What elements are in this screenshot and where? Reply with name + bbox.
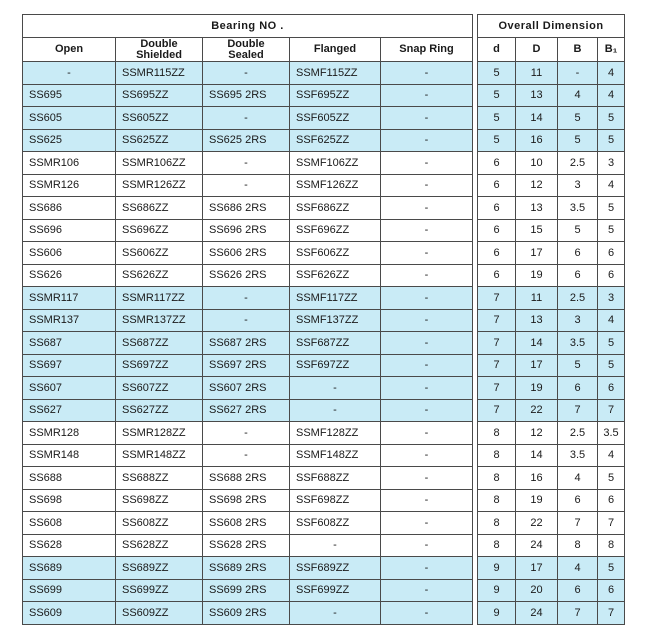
cell-B: 4 [558, 557, 598, 580]
cell-D: 17 [516, 354, 558, 377]
cell-D: 19 [516, 264, 558, 287]
cell-open: SS698 [23, 489, 116, 512]
cell-B1: 4 [598, 84, 625, 107]
cell-double-shielded: SSMR128ZZ [116, 422, 203, 445]
cell-double-sealed: - [203, 309, 290, 332]
cell-D: 19 [516, 489, 558, 512]
cell-B1: 5 [598, 197, 625, 220]
cell-double-shielded: SS628ZZ [116, 534, 203, 557]
cell-snap-ring: - [381, 219, 473, 242]
cell-B1: 5 [598, 467, 625, 490]
cell-flanged: SSF698ZZ [290, 489, 381, 512]
cell-double-shielded: SSMR115ZZ [116, 62, 203, 85]
table-row [23, 534, 625, 557]
cell-open: SS625 [23, 129, 116, 152]
cell-B: 3 [558, 309, 598, 332]
cell-double-shielded: SSMR137ZZ [116, 309, 203, 332]
table-row [23, 489, 625, 512]
cell-d: 6 [478, 174, 516, 197]
cell-D: 11 [516, 62, 558, 85]
cell-double-sealed: SS627 2RS [203, 399, 290, 422]
cell-snap-ring: - [381, 602, 473, 625]
cell-d: 8 [478, 444, 516, 467]
bearing-table [22, 14, 625, 625]
cell-snap-ring: - [381, 264, 473, 287]
col-double-sealed-header: Double Sealed [203, 38, 290, 62]
cell-double-sealed: SS628 2RS [203, 534, 290, 557]
col-D-header: D [516, 38, 558, 62]
cell-D: 10 [516, 152, 558, 175]
cell-flanged: - [290, 602, 381, 625]
cell-D: 13 [516, 84, 558, 107]
table-row [23, 512, 625, 535]
table-row [23, 354, 625, 377]
cell-open: SS688 [23, 467, 116, 490]
cell-double-sealed: - [203, 422, 290, 445]
cell-double-shielded: SS699ZZ [116, 579, 203, 602]
table-row [23, 129, 625, 152]
table-row [23, 174, 625, 197]
cell-B1: 6 [598, 377, 625, 400]
cell-open: SS689 [23, 557, 116, 580]
cell-D: 15 [516, 219, 558, 242]
cell-B: 5 [558, 107, 598, 130]
cell-B: - [558, 62, 598, 85]
cell-snap-ring: - [381, 107, 473, 130]
cell-snap-ring: - [381, 129, 473, 152]
cell-open: SSMR117 [23, 287, 116, 310]
table-row [23, 107, 625, 130]
table-row [23, 219, 625, 242]
cell-B: 2.5 [558, 422, 598, 445]
cell-B1: 5 [598, 354, 625, 377]
table-row [23, 84, 625, 107]
cell-D: 24 [516, 602, 558, 625]
cell-flanged: SSF696ZZ [290, 219, 381, 242]
cell-double-sealed: - [203, 152, 290, 175]
cell-double-sealed: SS696 2RS [203, 219, 290, 242]
table-row [23, 309, 625, 332]
cell-open: SS606 [23, 242, 116, 265]
cell-D: 24 [516, 534, 558, 557]
cell-snap-ring: - [381, 579, 473, 602]
cell-B1: 7 [598, 512, 625, 535]
cell-open: - [23, 62, 116, 85]
cell-snap-ring: - [381, 287, 473, 310]
cell-open: SSMR148 [23, 444, 116, 467]
cell-B: 3 [558, 174, 598, 197]
cell-double-shielded: SSMR117ZZ [116, 287, 203, 310]
cell-D: 19 [516, 377, 558, 400]
cell-D: 16 [516, 129, 558, 152]
cell-d: 8 [478, 467, 516, 490]
cell-B1: 4 [598, 62, 625, 85]
cell-double-sealed: SS626 2RS [203, 264, 290, 287]
cell-open: SS605 [23, 107, 116, 130]
cell-flanged: SSF697ZZ [290, 354, 381, 377]
cell-double-sealed: SS697 2RS [203, 354, 290, 377]
cell-open: SSMR128 [23, 422, 116, 445]
cell-double-shielded: SSMR148ZZ [116, 444, 203, 467]
cell-B: 5 [558, 129, 598, 152]
cell-D: 13 [516, 197, 558, 220]
cell-D: 12 [516, 422, 558, 445]
cell-D: 22 [516, 512, 558, 535]
cell-d: 8 [478, 489, 516, 512]
cell-double-shielded: SS608ZZ [116, 512, 203, 535]
cell-snap-ring: - [381, 62, 473, 85]
cell-flanged: SSF699ZZ [290, 579, 381, 602]
cell-double-sealed: SS698 2RS [203, 489, 290, 512]
cell-D: 14 [516, 444, 558, 467]
cell-B: 6 [558, 264, 598, 287]
cell-d: 6 [478, 242, 516, 265]
table-row [23, 579, 625, 602]
cell-open: SSMR137 [23, 309, 116, 332]
cell-B: 7 [558, 512, 598, 535]
cell-double-shielded: SS688ZZ [116, 467, 203, 490]
cell-d: 5 [478, 62, 516, 85]
table-row [23, 62, 625, 85]
cell-d: 7 [478, 287, 516, 310]
column-header-row [23, 38, 625, 62]
cell-B1: 5 [598, 557, 625, 580]
cell-open: SS687 [23, 332, 116, 355]
cell-B: 2.5 [558, 152, 598, 175]
cell-D: 13 [516, 309, 558, 332]
cell-B1: 7 [598, 602, 625, 625]
cell-flanged: SSF605ZZ [290, 107, 381, 130]
cell-B: 6 [558, 242, 598, 265]
cell-double-shielded: SS627ZZ [116, 399, 203, 422]
cell-D: 20 [516, 579, 558, 602]
cell-d: 7 [478, 354, 516, 377]
cell-open: SS696 [23, 219, 116, 242]
cell-double-sealed: SS695 2RS [203, 84, 290, 107]
cell-double-sealed: SS625 2RS [203, 129, 290, 152]
cell-double-shielded: SSMR126ZZ [116, 174, 203, 197]
cell-double-shielded: SS687ZZ [116, 332, 203, 355]
cell-flanged: SSMF115ZZ [290, 62, 381, 85]
cell-B: 3.5 [558, 444, 598, 467]
cell-snap-ring: - [381, 152, 473, 175]
cell-double-shielded: SS626ZZ [116, 264, 203, 287]
cell-flanged: - [290, 399, 381, 422]
cell-B: 8 [558, 534, 598, 557]
cell-double-sealed: SS686 2RS [203, 197, 290, 220]
cell-D: 14 [516, 107, 558, 130]
cell-snap-ring: - [381, 377, 473, 400]
col-d-header: d [478, 38, 516, 62]
cell-double-sealed: SS699 2RS [203, 579, 290, 602]
cell-B: 6 [558, 579, 598, 602]
cell-double-sealed: SS606 2RS [203, 242, 290, 265]
cell-B: 4 [558, 84, 598, 107]
cell-open: SS627 [23, 399, 116, 422]
cell-open: SSMR106 [23, 152, 116, 175]
cell-flanged: SSF689ZZ [290, 557, 381, 580]
cell-d: 7 [478, 332, 516, 355]
cell-B1: 5 [598, 332, 625, 355]
col-snap-ring-header: Snap Ring [381, 38, 473, 62]
cell-flanged: SSMF106ZZ [290, 152, 381, 175]
cell-d: 9 [478, 557, 516, 580]
cell-B: 7 [558, 602, 598, 625]
cell-flanged: SSF687ZZ [290, 332, 381, 355]
table-row [23, 332, 625, 355]
cell-B1: 6 [598, 242, 625, 265]
cell-double-shielded: SSMR106ZZ [116, 152, 203, 175]
cell-open: SS608 [23, 512, 116, 535]
cell-snap-ring: - [381, 84, 473, 107]
cell-open: SS695 [23, 84, 116, 107]
cell-B1: 6 [598, 489, 625, 512]
cell-snap-ring: - [381, 309, 473, 332]
cell-snap-ring: - [381, 399, 473, 422]
cell-double-sealed: - [203, 444, 290, 467]
table-row [23, 242, 625, 265]
cell-d: 6 [478, 219, 516, 242]
cell-d: 8 [478, 512, 516, 535]
cell-B1: 5 [598, 129, 625, 152]
cell-double-shielded: SS625ZZ [116, 129, 203, 152]
bearing-table-container [22, 14, 625, 625]
cell-open: SS628 [23, 534, 116, 557]
cell-snap-ring: - [381, 512, 473, 535]
cell-snap-ring: - [381, 354, 473, 377]
cell-double-sealed: SS608 2RS [203, 512, 290, 535]
cell-double-shielded: SS698ZZ [116, 489, 203, 512]
cell-flanged: SSF608ZZ [290, 512, 381, 535]
cell-D: 16 [516, 467, 558, 490]
cell-B1: 6 [598, 579, 625, 602]
cell-open: SS699 [23, 579, 116, 602]
table-row [23, 377, 625, 400]
table-row [23, 557, 625, 580]
cell-B1: 3.5 [598, 422, 625, 445]
cell-double-sealed: - [203, 174, 290, 197]
cell-B1: 5 [598, 219, 625, 242]
cell-B: 6 [558, 377, 598, 400]
cell-D: 12 [516, 174, 558, 197]
cell-snap-ring: - [381, 489, 473, 512]
table-row [23, 264, 625, 287]
cell-open: SS686 [23, 197, 116, 220]
col-B1-header: B₁ [598, 38, 625, 62]
col-B-header: B [558, 38, 598, 62]
cell-B1: 4 [598, 309, 625, 332]
cell-B: 5 [558, 354, 598, 377]
cell-B1: 8 [598, 534, 625, 557]
table-row [23, 467, 625, 490]
cell-flanged: SSF625ZZ [290, 129, 381, 152]
cell-D: 14 [516, 332, 558, 355]
cell-snap-ring: - [381, 197, 473, 220]
cell-D: 11 [516, 287, 558, 310]
cell-B1: 5 [598, 107, 625, 130]
cell-d: 8 [478, 422, 516, 445]
cell-double-shielded: SS696ZZ [116, 219, 203, 242]
col-open-header: Open [23, 38, 116, 62]
cell-B1: 3 [598, 152, 625, 175]
cell-double-sealed: SS687 2RS [203, 332, 290, 355]
cell-double-shielded: SS689ZZ [116, 557, 203, 580]
cell-B: 4 [558, 467, 598, 490]
cell-B: 7 [558, 399, 598, 422]
cell-snap-ring: - [381, 534, 473, 557]
col-double-shielded-header: Double Shielded [116, 38, 203, 62]
cell-d: 5 [478, 129, 516, 152]
cell-flanged: SSMF137ZZ [290, 309, 381, 332]
cell-double-sealed: - [203, 107, 290, 130]
cell-d: 9 [478, 579, 516, 602]
cell-d: 6 [478, 152, 516, 175]
table-row [23, 602, 625, 625]
cell-flanged: SSMF126ZZ [290, 174, 381, 197]
table-row [23, 152, 625, 175]
cell-d: 6 [478, 264, 516, 287]
cell-double-sealed: SS607 2RS [203, 377, 290, 400]
cell-double-shielded: SS606ZZ [116, 242, 203, 265]
cell-d: 8 [478, 534, 516, 557]
cell-open: SSMR126 [23, 174, 116, 197]
cell-double-shielded: SS607ZZ [116, 377, 203, 400]
cell-double-shielded: SS605ZZ [116, 107, 203, 130]
cell-d: 7 [478, 377, 516, 400]
cell-double-shielded: SS697ZZ [116, 354, 203, 377]
cell-flanged: SSF686ZZ [290, 197, 381, 220]
cell-snap-ring: - [381, 242, 473, 265]
table-row [23, 422, 625, 445]
cell-double-sealed: SS609 2RS [203, 602, 290, 625]
cell-d: 7 [478, 309, 516, 332]
cell-B: 5 [558, 219, 598, 242]
cell-flanged: SSMF148ZZ [290, 444, 381, 467]
table-row [23, 287, 625, 310]
cell-flanged: SSMF128ZZ [290, 422, 381, 445]
cell-double-shielded: SS609ZZ [116, 602, 203, 625]
cell-double-shielded: SS686ZZ [116, 197, 203, 220]
overall-dimension-header: Overall Dimension [478, 15, 625, 38]
cell-double-sealed: SS689 2RS [203, 557, 290, 580]
bearing-no-header: Bearing NO . [23, 15, 473, 38]
cell-B1: 3 [598, 287, 625, 310]
cell-flanged: - [290, 534, 381, 557]
cell-flanged: - [290, 377, 381, 400]
cell-snap-ring: - [381, 467, 473, 490]
cell-flanged: SSMF117ZZ [290, 287, 381, 310]
cell-flanged: SSF688ZZ [290, 467, 381, 490]
cell-double-sealed: - [203, 62, 290, 85]
cell-D: 17 [516, 242, 558, 265]
cell-double-sealed: - [203, 287, 290, 310]
cell-double-shielded: SS695ZZ [116, 84, 203, 107]
table-row [23, 399, 625, 422]
cell-B: 2.5 [558, 287, 598, 310]
cell-B1: 6 [598, 264, 625, 287]
cell-snap-ring: - [381, 422, 473, 445]
cell-flanged: SSF695ZZ [290, 84, 381, 107]
cell-B1: 4 [598, 444, 625, 467]
cell-open: SS609 [23, 602, 116, 625]
cell-d: 7 [478, 399, 516, 422]
cell-flanged: SSF606ZZ [290, 242, 381, 265]
section-header-row [23, 15, 625, 38]
cell-snap-ring: - [381, 444, 473, 467]
cell-B: 6 [558, 489, 598, 512]
cell-d: 9 [478, 602, 516, 625]
table-body [23, 62, 625, 625]
cell-snap-ring: - [381, 557, 473, 580]
cell-d: 5 [478, 107, 516, 130]
cell-D: 22 [516, 399, 558, 422]
cell-double-sealed: SS688 2RS [203, 467, 290, 490]
cell-snap-ring: - [381, 332, 473, 355]
cell-B: 3.5 [558, 332, 598, 355]
cell-B: 3.5 [558, 197, 598, 220]
cell-B1: 7 [598, 399, 625, 422]
cell-open: SS607 [23, 377, 116, 400]
table-row [23, 444, 625, 467]
cell-open: SS626 [23, 264, 116, 287]
col-flanged-header: Flanged [290, 38, 381, 62]
cell-B1: 4 [598, 174, 625, 197]
cell-open: SS697 [23, 354, 116, 377]
cell-snap-ring: - [381, 174, 473, 197]
table-row [23, 197, 625, 220]
cell-d: 6 [478, 197, 516, 220]
cell-d: 5 [478, 84, 516, 107]
cell-D: 17 [516, 557, 558, 580]
cell-flanged: SSF626ZZ [290, 264, 381, 287]
